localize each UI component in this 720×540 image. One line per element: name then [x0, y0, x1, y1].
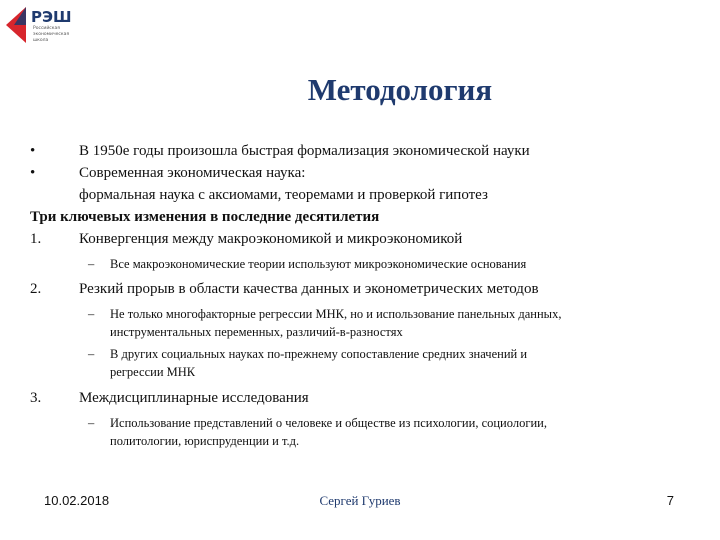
- sub-item-dash: –: [88, 307, 95, 321]
- bullet-text: формальная наука с аксиомами, теоремами и проверкой гипотез: [79, 187, 488, 203]
- numbered-item: [30, 278, 684, 300]
- logo-subtitle-line: экономическая: [33, 32, 70, 37]
- bullet-marker: •: [30, 143, 36, 159]
- item-number: 1.: [30, 231, 42, 247]
- sub-item-dash: –: [88, 416, 95, 430]
- footer-author: Сергей Гуриев: [319, 493, 401, 508]
- sub-item-dash: –: [88, 257, 95, 271]
- sub-item: [44, 255, 684, 273]
- slide-content: [30, 140, 684, 450]
- bullet-item: [30, 162, 684, 184]
- section-heading-text: Три ключевых изменения в последние десятилетия: [30, 209, 380, 225]
- item-text: Конвергенция между макроэкономикой и микроэкономикой: [79, 231, 463, 247]
- nes-logo: [4, 5, 84, 45]
- bullet-item: [30, 140, 684, 162]
- slide-title: Методология: [307, 72, 493, 107]
- sub-item-text: Все макроэкономические теории используют микроэкономические основания: [110, 257, 527, 271]
- bullet-marker: •: [30, 165, 36, 181]
- item-number: 3.: [30, 390, 42, 406]
- logo-subtitle-line: школа: [33, 38, 49, 43]
- sub-item: [44, 345, 684, 381]
- logo-subtitle-line: Российская: [33, 26, 60, 31]
- sub-item-text: регрессии МНК: [110, 365, 196, 379]
- bullet-continuation: [44, 184, 684, 206]
- numbered-item: [30, 387, 684, 409]
- item-number: 2.: [30, 281, 42, 297]
- sub-item-dash: –: [88, 347, 95, 361]
- sub-item-text: политологии, юриспруденции и т.д.: [110, 434, 300, 448]
- footer-date: 10.02.2018: [44, 493, 110, 508]
- numbered-item: [30, 228, 684, 250]
- sub-item-text: Не только многофакторные регрессии МНК, но и использование панельных данных,: [110, 307, 562, 321]
- sub-item: [44, 414, 684, 450]
- bullet-text: Современная экономическая наука:: [79, 165, 306, 181]
- item-text: Резкий прорыв в области качества данных и эконометрических методов: [79, 281, 539, 297]
- sub-item: [44, 305, 684, 341]
- section-heading: [30, 206, 684, 228]
- item-text: Междисциплинарные исследования: [79, 390, 309, 406]
- sub-item-text: В других социальных науках по-прежнему сопоставление средних значений и: [110, 347, 528, 361]
- page-number: 7: [666, 493, 674, 508]
- sub-item-text: инструментальных переменных, различий-в-разностях: [110, 325, 403, 339]
- sub-item-text: Использование представлений о человеке и обществе из психологии, социологии,: [110, 416, 547, 430]
- bullet-text: В 1950е годы произошла быстрая формализация экономической науки: [79, 143, 530, 159]
- logo-text: РЭШ: [31, 8, 72, 26]
